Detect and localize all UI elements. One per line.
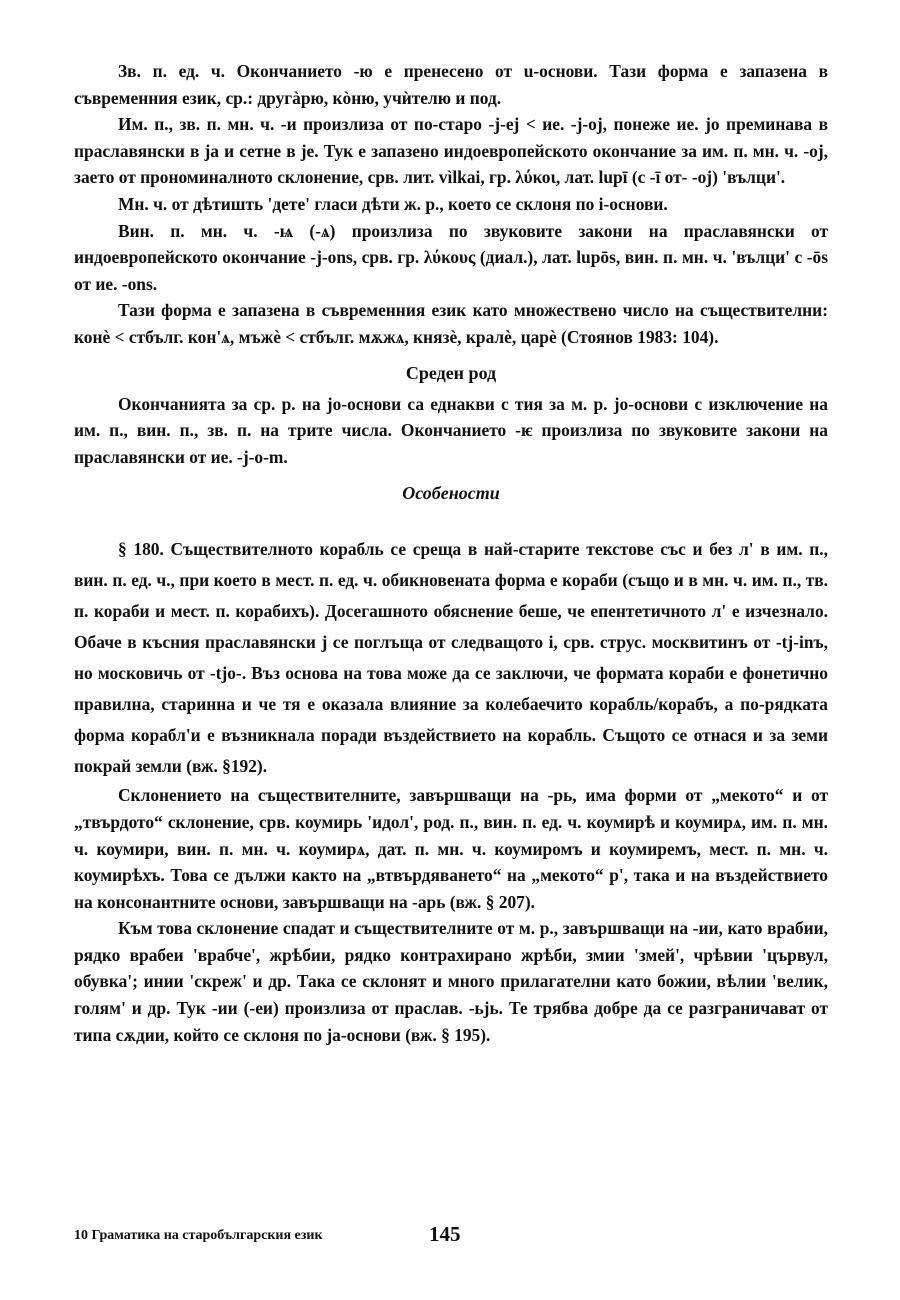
- paragraph-modern-plural: Тази форма е запазена в съвременния език като множествено число на съществителни: конѐ < стбълг. кон'ѧ, мъжѐ < стбълг. мѫжѧ, князѐ, кралѐ, царѐ (Стоянов 1983: 104).: [74, 300, 828, 347]
- paragraph-ii-declension: Към това склонение спадат и съществителните от м. р., завършващи на -ии, като врабии, рядко врабеи 'врабче', жрѣбии, рядко контрахирано жрѣби, змии 'змей', чрѣвии 'цървул, обувка'; инии 'скреж' и др. Така се склонят и много прилагателни като божии, вѣлии 'велик, голям' и др. Тук -ии (-еи) произлиза от праслав. -ьjь. Те трябва добре да се разграничават от типа сѫдии, който се склоня по ja-основи (вж. § 195).: [74, 918, 828, 1045]
- heading-neuter: Среден род: [405, 362, 497, 383]
- page-footer: [74, 1222, 828, 1252]
- paragraph-vocative: Зв. п. ед. ч. Окончанието -ю е пренесено от u-основи. Тази форма е запазена в съвременния език, ср.: другàрю, кòню, учѝтелю и под.: [74, 61, 828, 108]
- paragraph-r-declension: Склонението на съществителните, завършващи на -рь, има форми от „мекото“ и от „твърдото“ склонение, срв. коумирь 'идол', род. п., вин. п. ед. ч. коумирѣ и коумирѧ, им. п. мн. ч. коумири, вин. п. мн. ч. коумирѧ, дат. п. мн. ч. коумиромъ и коумиремъ, мест. п. мн. ч. коумирѣхъ. Това се дължи както на „втвърдяването“ на „мекото“ р', така и на въздействието на консонантните основи, завършващи на -арь (вж. § 207).: [74, 785, 828, 912]
- paragraph-neuter: Окончанията за ср. р. на jo-основи са еднакви с тия за м. р. jo-основи с изключение на им. п., вин. п., зв. п. на трите числа. Окончанието -ѥ произлиза по звуковите закони на праславянски от ие. -j-o-m.: [74, 393, 828, 467]
- heading-special: Особености: [402, 483, 500, 504]
- paragraph-accusative-plural: Вин. п. мн. ч. -ѩ (-ѧ) произлиза по звуковите закони на праславянски от индоевропейското окончание -j-ons, срв. гр. λύκους (диал.), лат. lupōs, вин. п. мн. ч. 'вълци' с -ōs от ие. -ons.: [74, 220, 828, 294]
- paragraph-nominative-plural: Им. п., зв. п. мн. ч. -и произлиза от по-старо -j-ej < ие. -j-oj, понеже ие. jo преминава в праславянски в ja и сетне в je. Тук е запазено индоевропейското окончание за им. п. мн. ч. -oj, заето от прономиналното склонение, срв. лит. vìlkai, гр. λύκοι, лат. lupī (с -ī от- -oj) 'вълци'.: [74, 114, 828, 188]
- page-body: [74, 58, 828, 1238]
- footer-label: 10 Граматика на старобългарския език: [74, 1228, 323, 1243]
- page-number: 145: [429, 1222, 461, 1246]
- section-180: § 180. Съществителното корабль се среща в най-старите текстове със и без л' в им. п., вин. п. ед. ч., при което в мест. п. ед. ч. обикновената форма е кораби (също и в мн. ч. им. п., тв. п. кораби и мест. п. корабихъ). Досегашното обяснение беше, че епентетичното л' е изчезнало. Обаче в късния праславянски j се поглъща от следващото i, срв. струс. москвитинъ от -tj-inъ, но московичь от -tjo-. Въз основа на това може да се заключи, че формата кораби е фонетично правилна, старинна и че тя е оказала влияние за колебаечито корабль/корабъ, а по-рядката форма корабл'и е възникнала поради въздействието на корабль. Същото се отнася и за земи покрай земли (вж. §192).: [74, 539, 828, 777]
- paragraph-child-plural: Мн. ч. от дѣтишть 'дете' гласи дѣти ж. р., което се склоня по i-основи.: [118, 193, 668, 214]
